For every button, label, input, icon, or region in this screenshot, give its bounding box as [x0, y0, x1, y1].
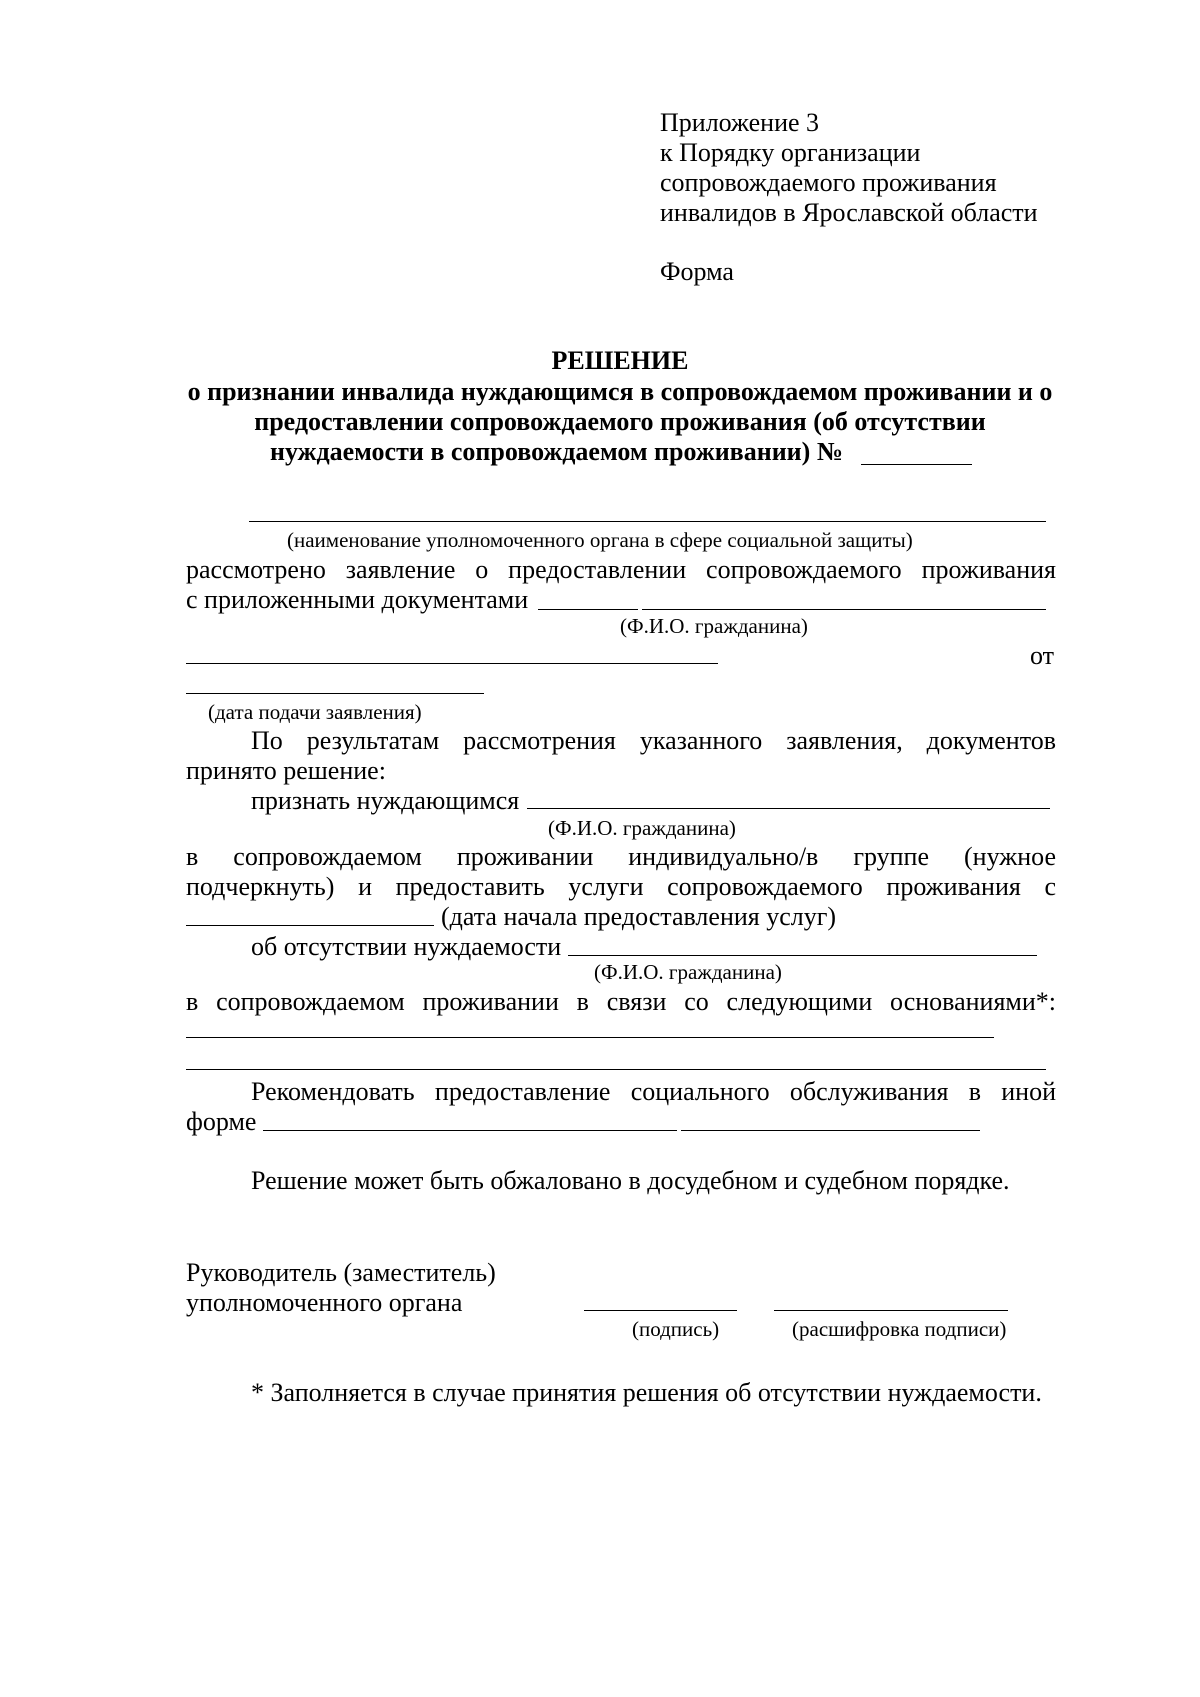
head-title-line-2: уполномоченного органа [186, 1288, 463, 1317]
start-date-caption: (дата начала предоставления услуг) [441, 902, 837, 931]
grounds-field-1[interactable] [186, 1037, 994, 1038]
organ-caption: (наименование уполномоченного органа в сфере социальной защиты) [287, 528, 913, 552]
paragraph-5-line-2: форме [186, 1107, 257, 1136]
grounds-field-2[interactable] [186, 1069, 1046, 1070]
document-subtitle-2: предоставлении сопровождаемого проживания (об отсутствии [254, 407, 986, 436]
from-word: от [1030, 641, 1055, 670]
paragraph-3-line-2: подчеркнуть) и предоставить услуги сопровождаемого проживания с [186, 872, 1056, 901]
application-date-field[interactable] [186, 693, 484, 694]
paragraph-1-line-2: с приложенными документами [186, 585, 529, 614]
form-label: Форма [660, 257, 734, 286]
paragraph-2-line-1: По результатам рассмотрения указанного заявления, документов [251, 726, 1056, 755]
applicant-name-field-c[interactable] [186, 663, 718, 664]
paragraph-2-line-2: принято решение: [186, 756, 386, 785]
appendix-label: Приложение 3 [660, 108, 820, 137]
document-subtitle-1: о признании инвалида нуждающимся в сопровождаемом проживании и о [187, 377, 1053, 406]
paragraph-4-line-1: в сопровождаемом проживании в связи со следующими основаниями*: [186, 987, 1056, 1016]
fio-caption-2: (Ф.И.О. гражданина) [548, 816, 736, 840]
paragraph-5-line-1: Рекомендовать предоставление социального обслуживания в иной [251, 1077, 1056, 1106]
document-subtitle-3: нуждаемости в сопровождаемом проживании) № [270, 437, 843, 466]
document-title: РЕШЕНИЕ [551, 346, 689, 375]
start-date-field[interactable] [186, 925, 434, 926]
appendix-line-3: сопровождаемого проживания [660, 168, 997, 197]
fio-caption-1: (Ф.И.О. гражданина) [620, 614, 808, 638]
no-need-name-field[interactable] [568, 955, 1037, 956]
signature-caption: (подпись) [632, 1317, 720, 1341]
signature-decode-field[interactable] [774, 1310, 1008, 1311]
appendix-line-4: инвалидов в Ярославской области [660, 198, 1038, 227]
other-form-field-b[interactable] [681, 1130, 980, 1131]
paragraph-1-line-1: рассмотрено заявление о предоставлении сопровождаемого проживания [186, 555, 1056, 584]
applicant-name-field-a[interactable] [538, 609, 638, 610]
signature-field[interactable] [584, 1310, 737, 1311]
other-form-field-a[interactable] [263, 1130, 677, 1131]
appeal-text: Решение может быть обжаловано в досудебном и судебном порядке. [251, 1166, 1010, 1195]
appendix-line-2: к Порядку организации [660, 138, 921, 167]
applicant-name-field-b[interactable] [642, 609, 1046, 610]
organ-name-field[interactable] [249, 521, 1046, 522]
recognized-name-field[interactable] [527, 808, 1050, 809]
decision-number-field[interactable] [861, 464, 972, 465]
fio-caption-3: (Ф.И.О. гражданина) [594, 960, 782, 984]
footnote: * Заполняется в случае принятия решения об отсутствии нуждаемости. [251, 1378, 1042, 1407]
head-title-line-1: Руководитель (заместитель) [186, 1258, 496, 1287]
no-need-label: об отсутствии нуждаемости [251, 932, 562, 961]
signature-decode-caption: (расшифровка подписи) [792, 1317, 1007, 1341]
date-caption: (дата подачи заявления) [208, 700, 422, 724]
paragraph-3-line-1: в сопровождаемом проживании индивидуально/в группе (нужное [186, 842, 1056, 871]
recognize-label: признать нуждающимся [251, 786, 520, 815]
